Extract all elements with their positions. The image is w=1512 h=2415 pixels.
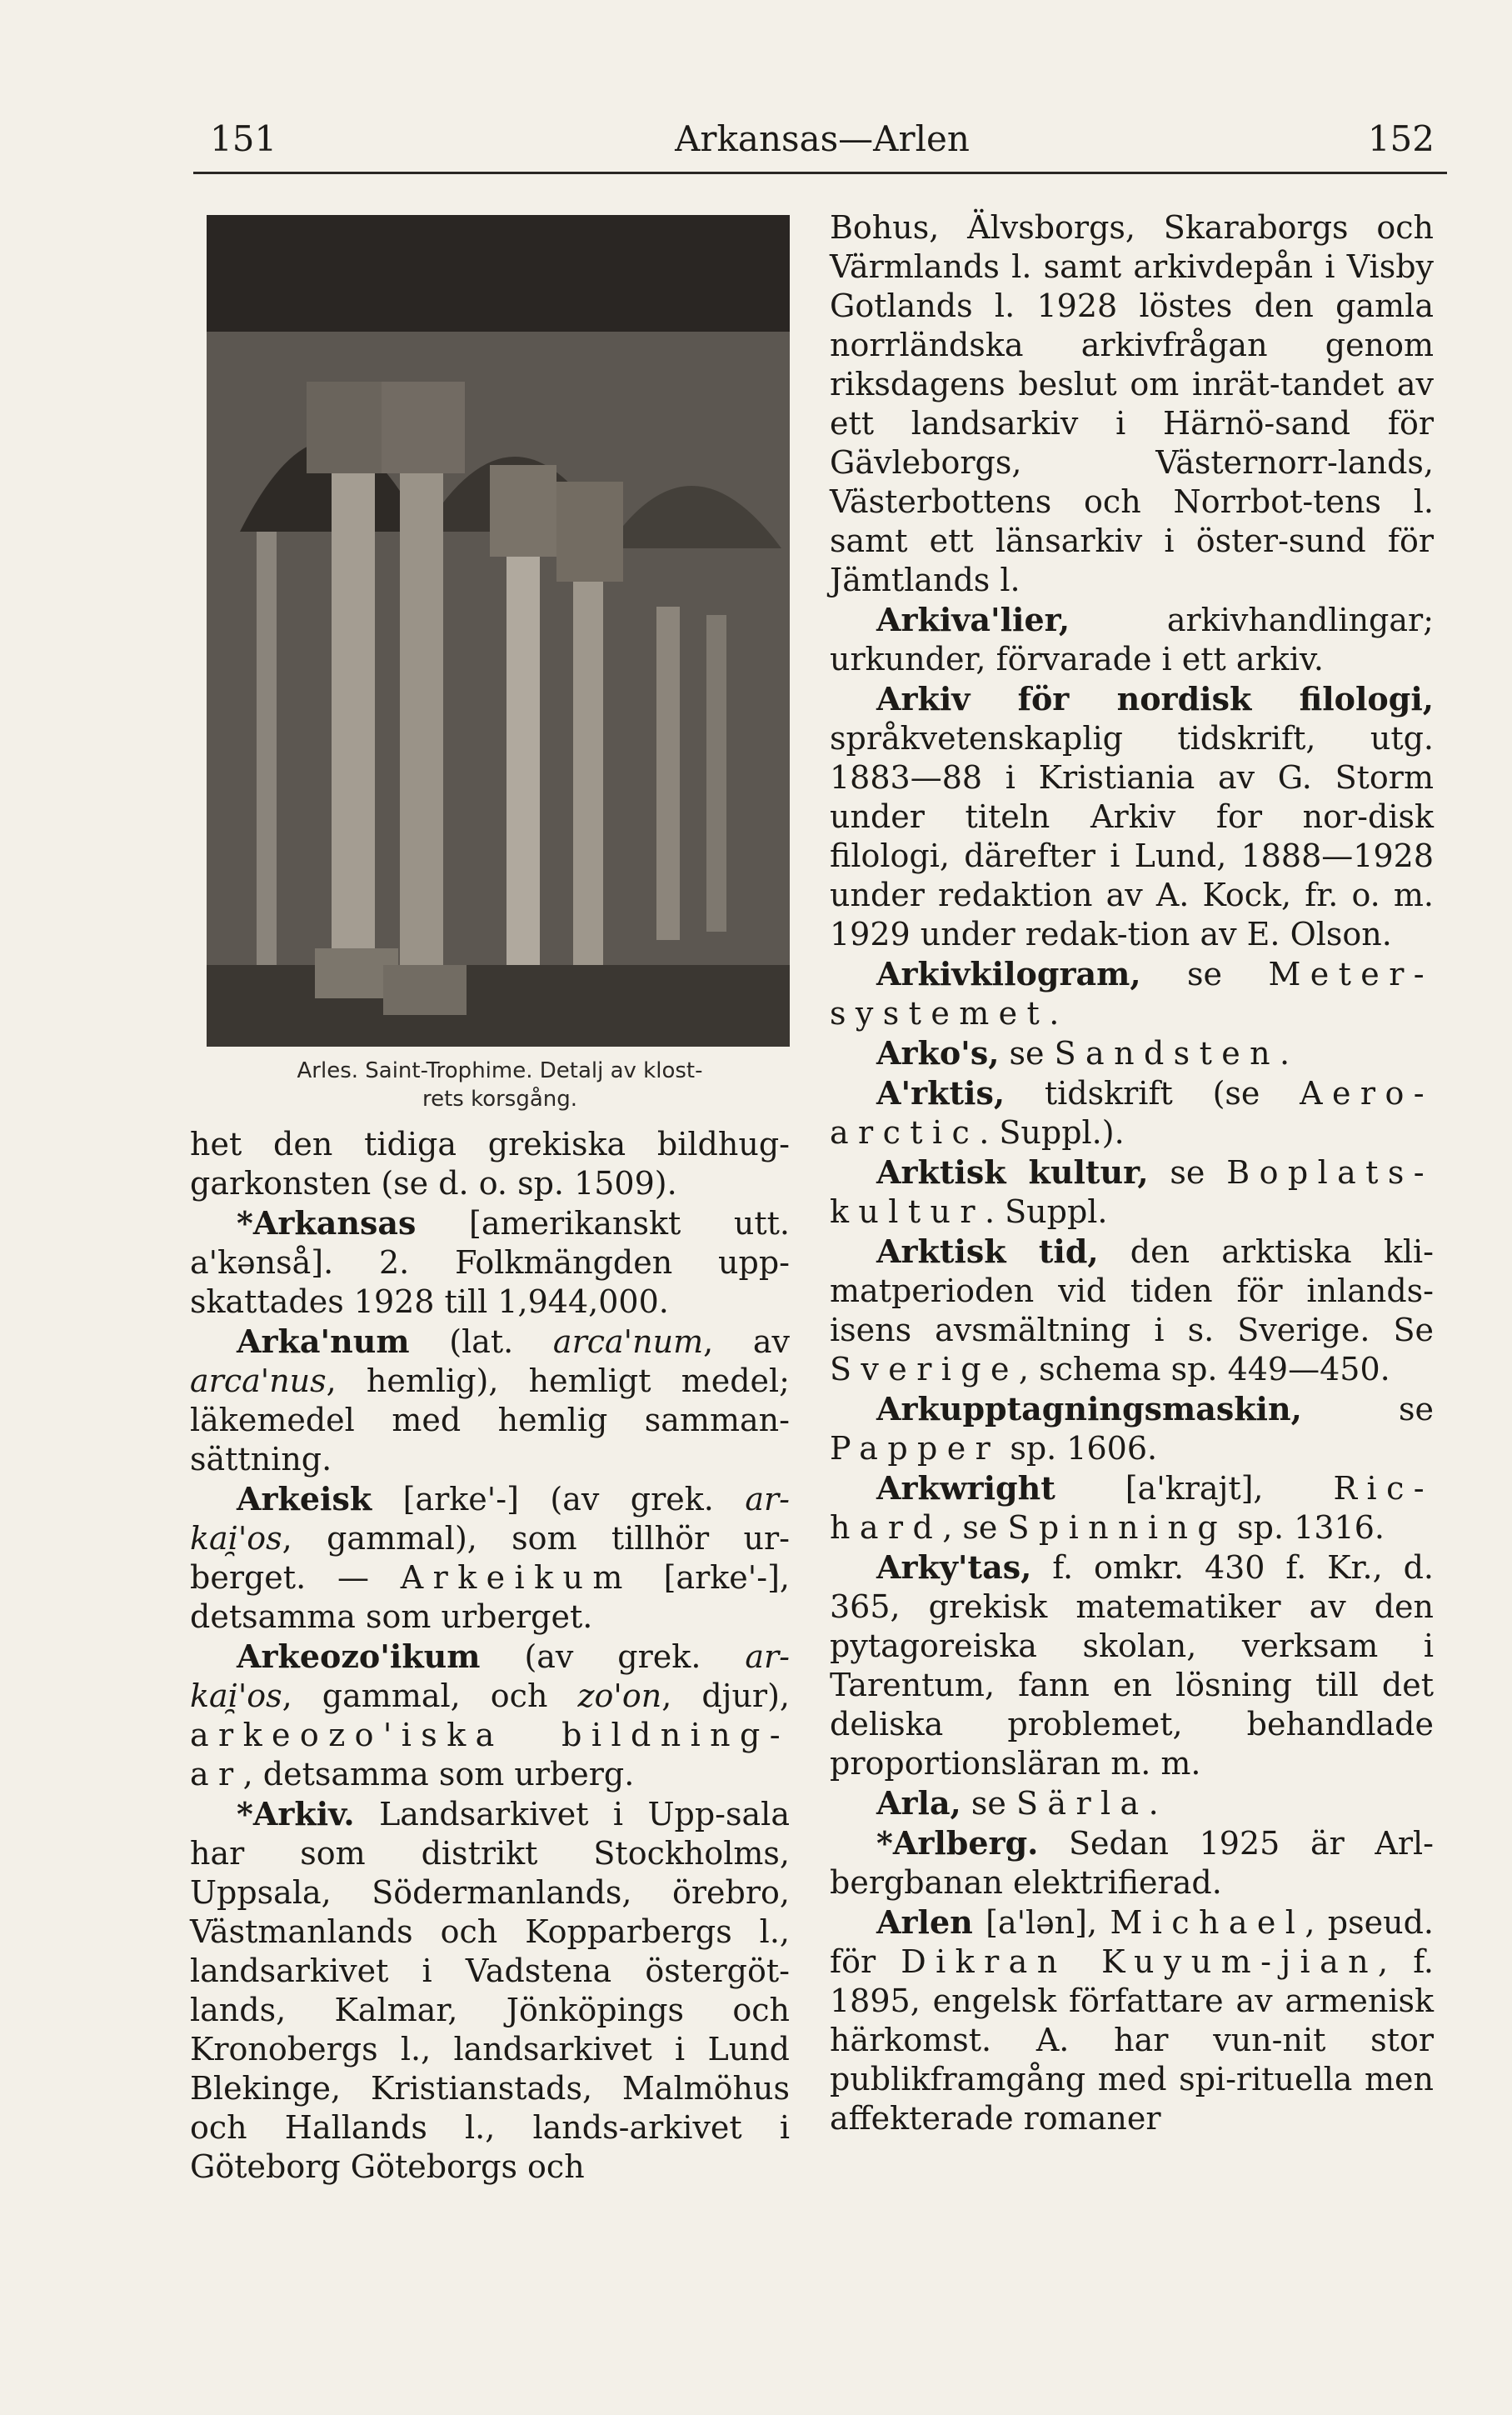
entry-arkanum xyxy=(190,1322,790,1479)
spaced-term: Meter-systemet xyxy=(830,956,1434,1032)
entry-text: , schema sp. 449—450. xyxy=(1018,1351,1390,1388)
running-title: Arkansas—Arlen xyxy=(675,118,970,159)
left-column xyxy=(190,1125,790,2187)
headword: Arla, xyxy=(876,1784,961,1822)
headword: Arlen xyxy=(876,1903,973,1941)
entry-text: . xyxy=(1049,995,1060,1032)
entry-text: , hemlig), hemligt medel; läkemedel med hemlig samman-sättning. xyxy=(190,1362,790,1478)
headword: Arkeozo'ikum xyxy=(237,1638,481,1675)
spaced-term: Sverige xyxy=(830,1351,1019,1388)
headword: Arkiva'lier, xyxy=(876,601,1070,638)
entry-arktis xyxy=(830,1073,1434,1152)
entry-arkansas xyxy=(190,1203,790,1322)
figure-caption xyxy=(200,1057,800,1113)
headword: Arktisk tid, xyxy=(876,1232,1099,1270)
spaced-term: Arkeikum xyxy=(400,1559,632,1596)
entry-text: Sedan 1925 är Arl-bergbanan elektrifierad. xyxy=(830,1825,1434,1901)
entry-arkiv xyxy=(190,1794,790,2187)
spaced-term: Michael xyxy=(1110,1904,1305,1941)
continued-text: het den tidiga grekiska bildhug-garkonsten (se d. o. sp. 1509). xyxy=(190,1126,790,1202)
entry-text: den arktiska kli-matperioden vid tiden för inlands-isens avsmältning i s. Sverige. Se xyxy=(830,1233,1435,1348)
entry-arkiv-nordisk xyxy=(830,679,1434,954)
headword: Arko's, xyxy=(876,1034,1000,1072)
entry-text: f. omkr. 430 f. Kr., d. 365, grekisk matematiker av den pytagoreiska skolan, verksam i Tarentum, fann en lösning till det deliska problemet, behandlade proportionsläran m. m. xyxy=(830,1549,1434,1782)
italic-term: zo'on xyxy=(577,1678,662,1714)
entry-text: . xyxy=(1280,1035,1290,1072)
header-rule xyxy=(193,172,1447,174)
page-header xyxy=(210,118,1435,168)
spaced-term: Aero-arctic xyxy=(830,1075,1434,1151)
entry-text: se xyxy=(1148,1154,1227,1191)
entry-text: se xyxy=(1140,956,1269,992)
cloister-photo xyxy=(207,215,790,1047)
entry-text: [amerikanskt utt. a'kənså]. 2. Folkmängden upp-skattades 1928 till 1,944,000. xyxy=(190,1205,790,1320)
entry-text: (av grek. xyxy=(480,1638,746,1675)
entry-text: språkvetenskaplig tidskrift, utg. 1883—88 i Kristiania av G. Storm under titeln Arkiv for nor-disk filologi, därefter i Lund, 1888—1928 under redaktion av A. Kock, fr. o. m. 1929 under redak-tion av E. Olson. xyxy=(830,720,1434,952)
spaced-term: Sandsten xyxy=(1054,1035,1280,1072)
spaced-term: Dikran Kuyum-jian xyxy=(901,1943,1379,1980)
entry-text: [arke'-] (av grek. xyxy=(372,1481,746,1518)
entry-text: , gammal), som tillhör ur-berget. — xyxy=(190,1520,790,1596)
entry-arkos xyxy=(830,1033,1434,1073)
spaced-term: Ric-hard xyxy=(830,1470,1434,1546)
headword: Arkivkilogram, xyxy=(876,955,1141,992)
entry-text: sp. 1316. xyxy=(1227,1509,1385,1546)
entry-text: se xyxy=(961,1785,1016,1822)
entry-text: , djur), xyxy=(661,1678,790,1714)
entry-arla xyxy=(830,1783,1434,1823)
entry-text: . Suppl.). xyxy=(979,1114,1125,1151)
entry-arkwright xyxy=(830,1468,1434,1548)
entry-text: . Suppl. xyxy=(984,1193,1108,1230)
spaced-term: Särla xyxy=(1015,1785,1149,1822)
headword: *Arkiv. xyxy=(237,1795,355,1832)
spaced-term: Papper xyxy=(830,1430,1001,1467)
entry-arkivalier xyxy=(830,600,1434,679)
entry-arlen xyxy=(830,1902,1434,2138)
spaced-term: arkeozo'iska bildning-ar xyxy=(190,1717,790,1792)
entry-arkytas xyxy=(830,1548,1434,1783)
entry-text: , se xyxy=(942,1509,1008,1546)
headword: Arkiv för nordisk filologi, xyxy=(876,680,1434,718)
continued-text: Bohus, Älvsborgs, Skaraborgs och Värmlands l. samt arkivdepån i Visby Gotlands l. 1928 löstes den gamla norrländska arkivfrågan genom riksdagens beslut om inrät-tandet av ett landsarkiv i Härnö-sand för Gävleborgs, Västernorr-lands, Västerbottens och Norrbot-tens l. samt ett länsarkiv i öster-sund för Jämtlands l. xyxy=(830,209,1434,598)
italic-term: ar-kai̯'os xyxy=(190,1481,790,1557)
right-column xyxy=(830,208,1434,2138)
entry-arktisk-kultur xyxy=(830,1152,1434,1232)
spaced-term: Boplats-kultur xyxy=(830,1154,1434,1230)
entry-arlberg xyxy=(830,1823,1434,1902)
entry-text: tidskrift (se xyxy=(1005,1075,1300,1112)
entry-text: , pseud. för xyxy=(830,1904,1434,1980)
entry-text: (lat. xyxy=(409,1323,553,1360)
entry-text: sp. 1606. xyxy=(1000,1430,1158,1467)
page-number-right: 152 xyxy=(1367,118,1435,159)
entry-text: , av xyxy=(703,1323,790,1360)
entry-text: , f. 1895, engelsk författare av armenisk härkomst. A. har vun-nit stor publikframgång med spi-rituella men affekterade romaner xyxy=(830,1943,1435,2137)
caption-line: rets korsgång. xyxy=(422,1087,578,1112)
entry-text: [a'krajt], xyxy=(1055,1470,1334,1507)
entry-text: Landsarkivet i Upp-sala har som distrikt Stockholms, Uppsala, Södermanlands, örebro, Västmanlands och Kopparbergs l., landsarkivet i Vadstena östergöt-lands, Kalmar, Jönköpings och Kronobergs l., landsarkivet i Lund Blekinge, Kristianstads, Malmöhus och Hallands l., lands-arkivet i Göteborg Göteborgs och xyxy=(190,1796,790,2185)
italic-term: ar-kai̯'os xyxy=(190,1638,790,1714)
headword: Arky'tas, xyxy=(876,1548,1032,1586)
headword: Arktisk kultur, xyxy=(876,1153,1149,1191)
spaced-term: Spinning xyxy=(1007,1509,1228,1546)
entry-text: . xyxy=(1148,1785,1159,1822)
entry-text: , gammal, och xyxy=(282,1678,578,1714)
headword: Arkwright xyxy=(876,1469,1055,1507)
entry-arkeozoikum xyxy=(190,1637,790,1794)
italic-term: arca'nus xyxy=(190,1362,327,1399)
entry-text: se xyxy=(999,1035,1055,1072)
entry-arkeisk xyxy=(190,1479,790,1637)
headword: *Arkansas xyxy=(237,1204,417,1242)
entry-text: arkivhandlingar; urkunder, förvarade i ett arkiv. xyxy=(830,602,1434,678)
page-number-left: 151 xyxy=(210,118,277,159)
italic-term: arca'num xyxy=(552,1323,704,1360)
caption-line: Arles. Saint-Trophime. Detalj av klost- xyxy=(297,1058,703,1083)
entry-arkivkilogram xyxy=(830,954,1434,1033)
headword: Arka'num xyxy=(237,1322,410,1360)
entry-text: , detsamma som urberg. xyxy=(242,1756,635,1792)
entry-text: [arke'-], detsamma som urberget. xyxy=(190,1559,790,1635)
entry-arktisk-tid xyxy=(830,1232,1434,1389)
entry-arkupptagningsmaskin xyxy=(830,1389,1434,1468)
entry-text: [a'lən], xyxy=(972,1904,1110,1941)
headword: A'rktis, xyxy=(876,1074,1006,1112)
headword: Arkeisk xyxy=(237,1480,372,1518)
headword: Arkupptagningsmaskin, xyxy=(876,1390,1302,1428)
headword: *Arlberg. xyxy=(876,1824,1039,1862)
entry-text: se xyxy=(1301,1391,1434,1428)
